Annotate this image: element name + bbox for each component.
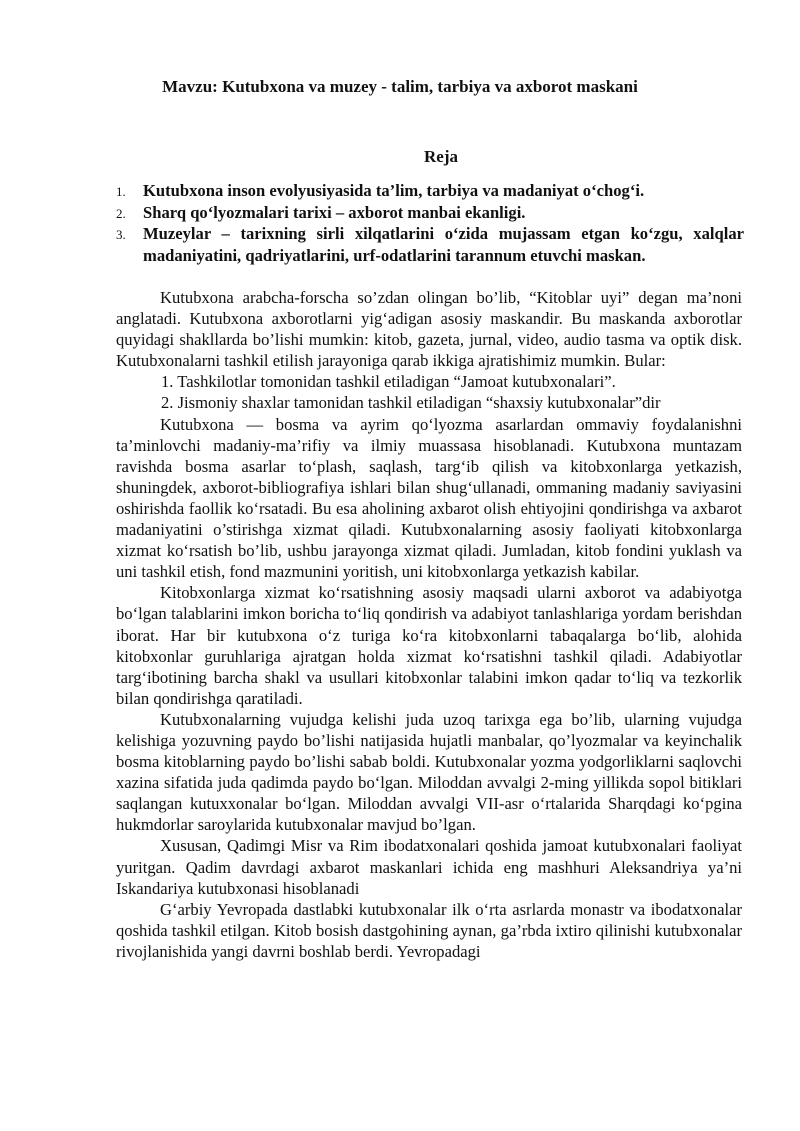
plan-list <box>116 180 744 266</box>
paragraph: G‘arbiy Yevropada dastlabki kutubxonalar ilk o‘rta asrlarda monastr va ibodatxonalar qoshida tashkil etilgan. Kitob bosish dastgohining aynan, ga’rbda ixtiro qilinishi kutubxonalar rivojlanishida yangi davrni boshlab berdi. Yevropadagi <box>116 899 742 961</box>
plan-heading: Reja <box>424 147 458 166</box>
topic-heading: Mavzu: Kutubxona va muzey - talim, tarbiya va axborot maskani <box>162 77 638 96</box>
body-text <box>116 287 742 962</box>
library-type-item: 1. Tashkilotlar tomonidan tashkil etiladigan “Jamoat kutubxonalari”. <box>161 372 616 392</box>
plan-item-text: Kutubxona inson evolyusiyasida ta’lim, tarbiya va madaniyat o‘chog‘i. <box>143 181 645 200</box>
paragraph: Kutubxonalarning vujudga kelishi juda uzoq tarixga ega bo’lib, ularning vujudga kelishiga yozuvning paydo bo’lishi natijasida hujatli manbalar, qo’lyozmalar va keyinchalik bosma kitoblarning paydo bo’lishi sabab boldi. Kutubxonalar yozma yodgorliklarni saqlovchi xazina sifatida juda qadimda paydo bo‘lgan. Miloddan avvalgi 2-ming yillikda sopol bitiklari saqlangan kutuxxonalar bo‘lgan. Miloddan avvalgi VII-asr o‘rtalarida Sharqdagi ko‘pgina hukmdorlar saroylarida kutubxonalar mavjud bo’lgan. <box>116 709 742 835</box>
plan-item <box>116 180 744 202</box>
paragraph: Kutubxona — bosma va ayrim qo‘lyozma asarlardan ommaviy foydalanishni ta’minlovchi madaniy-ma’rifiy va ilmiy muassasa hisoblanadi. Kutubxona muntazam ravishda bosma asarlar to‘plash, saqlash, targ‘ib qilish va kitobxonlarga yetkazish, shuningdek, axborot-bibliografiya ishlari bilan shug‘ullanadi, ommaning madaniy saviyasini oshirishda faollik ko‘rsatadi. Bu esa aholining axbarot olish ehtiyojini qondirishga va axbarot madaniyatini o’stirishga xizmat qiladi. Kutubxonalarning asosiy faoliyati kitobxonlarga xizmat ko‘rsatish bo’lib, ushbu jarayonga xizmat qiladi. Jumladan, kitob fondini yuklash va uni tashkil etish, fond mazmunini yoritish, uni kitobxonlarga yetkazish kabilar. <box>116 414 742 582</box>
plan-item <box>116 223 744 266</box>
paragraph: Kitobxonlarga xizmat ko‘rsatishning asosiy maqsadi ularni axborot va adabiyotga bo‘lgan talablarini imkon boricha to‘liq qondirish va adabiyot tanlashlariga yordam berishdan iborat. Har bir kutubxona o‘z turiga ko‘ra kitobxonlarni tabaqalarga bo‘lib, alohida kitobxonlar guruhlariga ajratgan holda xizmat ko‘rsatishni tashkil qiladi. Adabiyotlar targ‘ibotining barcha shakl va usullari kitobxonlar talabini imkon qadar to‘liq va tezkorlik bilan qondirishga qaratiladi. <box>116 583 742 708</box>
paragraph: Xususan, Qadimgi Misr va Rim ibodatxonalari qoshida jamoat kutubxonalari faoliyat yuritgan. Qadim davrdagi axbarot maskanlari ichida eng mashhuri Aleksandriya ya’ni Iskandariya kutubxonasi hisoblanadi <box>116 836 742 898</box>
plan-item-number: 3. <box>116 227 126 242</box>
plan-item-number: 1. <box>116 184 126 199</box>
plan-item-text: Sharq qo‘lyozmalari tarixi – axborot manbai ekanligi. <box>143 202 526 222</box>
plan-item-number: 2. <box>116 205 126 221</box>
paragraph: Kutubxona arabcha-forscha so’zdan olingan bo’lib, “Kitoblar uyi” degan ma’noni anglatadi. Kutubxona axborotlarni yig‘adigan asosiy maskandir. Bu maskanda axborotlar quyidagi shakllarda bo’lishi mumkin: kitob, gazeta, jurnal, video, audio tasma va optik disk. Kutubxonalarni tashkil etilish jarayoniga qarab ikkiga ajratishimiz mumkin. Bular: <box>116 288 742 371</box>
plan-item-text: Muzeylar – tarixning sirli xilqatlarini o‘zida mujassam etgan ko‘zgu, xalqlar madaniyatini, qadriyatlarini, urf-odatlarini tarannum etuvchi maskan. <box>143 224 744 265</box>
plan-item <box>116 202 744 224</box>
library-type-item: 2. Jismoniy shaxlar tamonidan tashkil etiladigan “shaxsiy kutubxonalar”dir <box>161 393 661 413</box>
